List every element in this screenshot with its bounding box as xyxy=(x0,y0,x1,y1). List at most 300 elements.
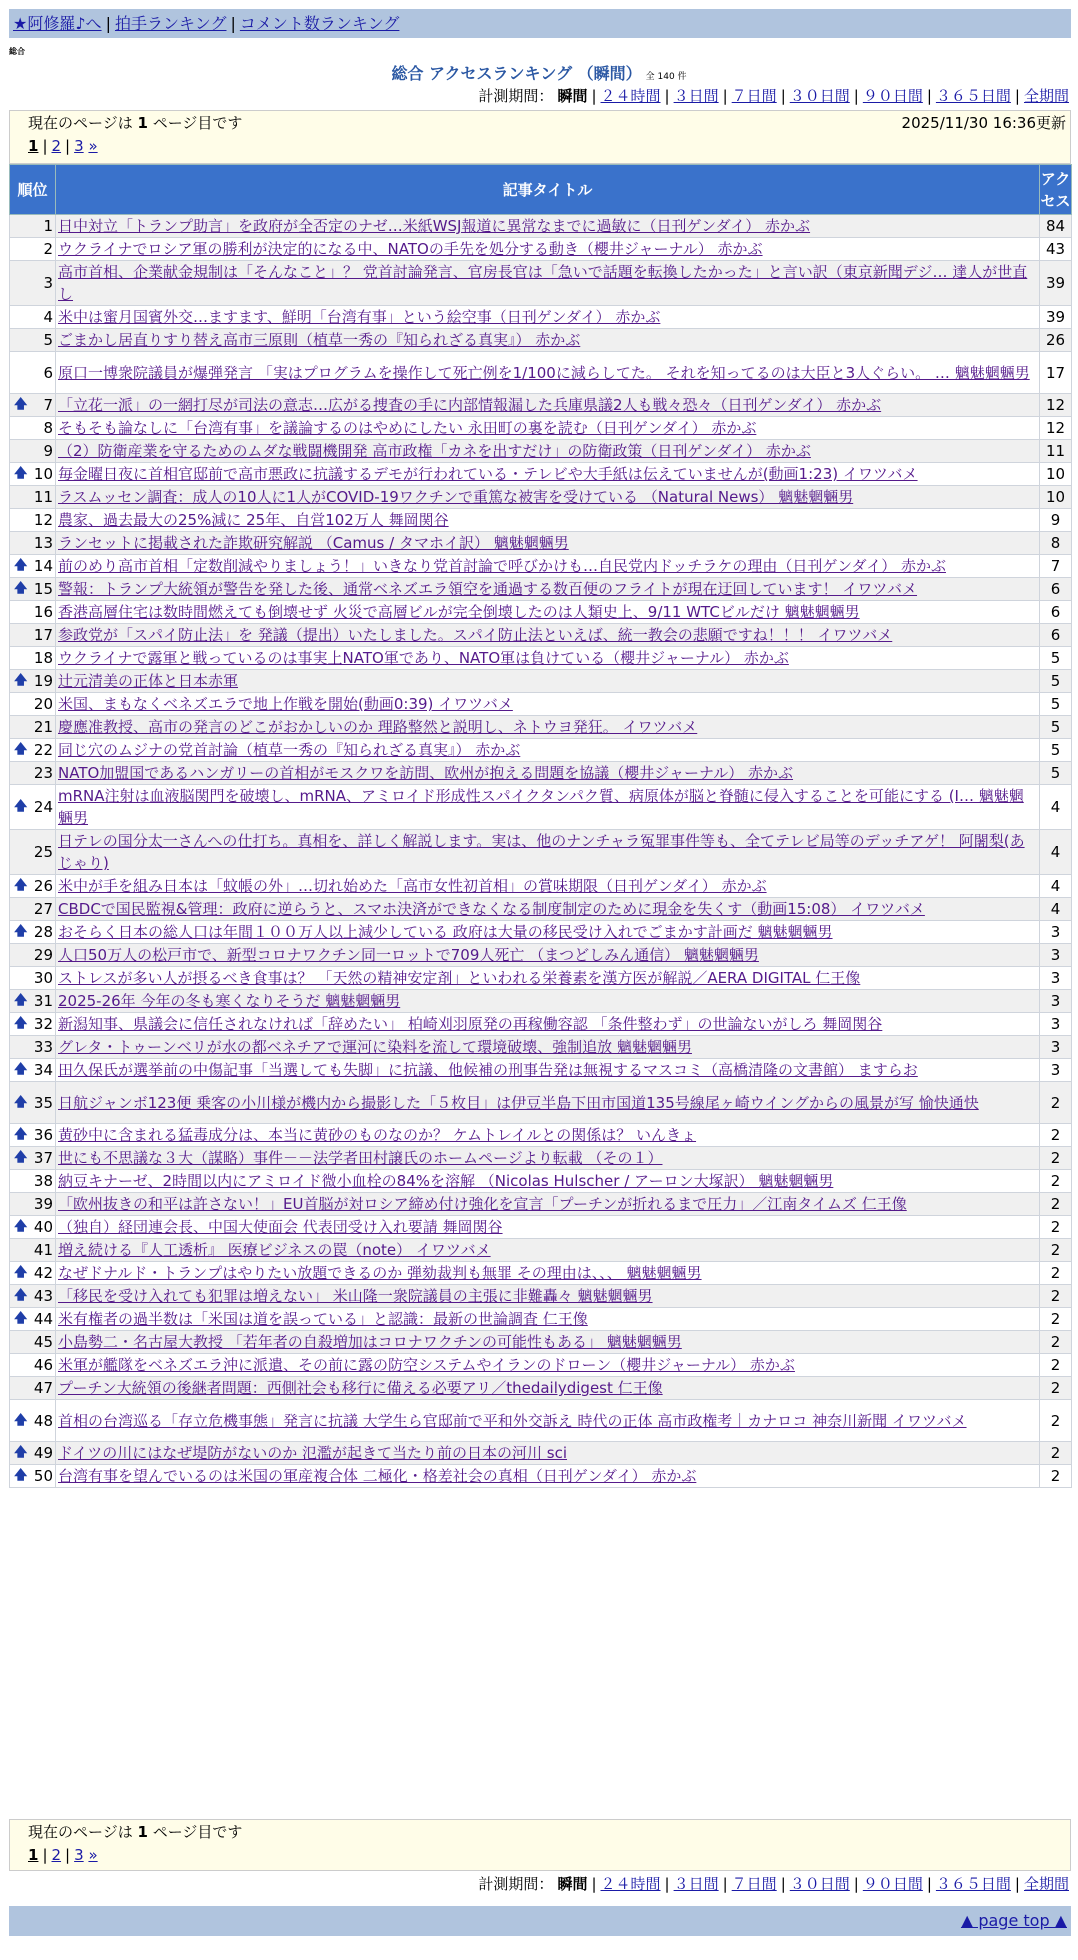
page-status xyxy=(28,113,242,133)
access-count: 12 xyxy=(1040,417,1072,440)
article-link[interactable]: 日航ジャンボ123便 乗客の小川様が機内から撮影した「５枚目」は伊豆半島下田市国道135号線尾ヶ崎ウイングからの風景が写 愉快通快 xyxy=(58,1093,979,1112)
article-link[interactable]: そもそも論なしに「台湾有事」を議論するのはやめにしたい 永田町の裏を読む（日刊ゲンダイ） 赤かぶ xyxy=(58,419,757,437)
table-row xyxy=(10,238,1072,261)
rank-cell xyxy=(10,1262,56,1285)
article-link[interactable]: 2025-26年 今年の冬も寒くなりそうだ 魑魅魍魎男 xyxy=(58,992,401,1010)
article-link[interactable]: 世にも不思議な３大（謀略）事件－－法学者田村譲氏のホームページより転載 （その１） xyxy=(58,1149,663,1167)
article-link[interactable]: 毎金曜日夜に首相官邸前で高市悪政に抗議するデモが行われている・テレビや大手紙は伝えていませんが(動画1:23) イワツバメ xyxy=(58,465,918,483)
page-link[interactable]: 2 xyxy=(51,1846,62,1864)
access-count: 2 xyxy=(1040,1400,1072,1442)
rank-number: 48 xyxy=(33,1411,53,1430)
rank-cell xyxy=(10,762,56,785)
article-link[interactable]: mRNA注射は血液脳関門を破壊し、mRNA、アミロイド形成性スパイクタンパク質、病原体が脳と脊髄に侵入することを可能にする (I… 魑魅魍魎男 xyxy=(58,787,1024,827)
period-option-link[interactable]: ７日間 xyxy=(731,1875,777,1893)
period-separator: | xyxy=(780,1875,786,1893)
table-row xyxy=(10,1059,1072,1082)
article-link[interactable]: 「移民を受け入れても犯罪は増えない」 米山隆一衆院議員の主張に非難轟々 魑魅魍魎男 xyxy=(58,1287,653,1305)
article-link[interactable]: 高市首相、企業献金規制は「そんなこと」？ 党首討論発言、官房長官は「急いで話題を転換したかった」と言い訳（東京新聞デジ… 達人が世直し xyxy=(58,263,1028,303)
rank-cell xyxy=(10,670,56,693)
article-link[interactable]: 日テレの国分太一さんへの仕打ち。真相を、詳しく解説します。実は、他のナンチャラ冤罪事件等も、全てテレビ局等のデッチアゲ！ 阿闍梨(あじゃり) xyxy=(58,832,1025,872)
rank-cell xyxy=(10,1331,56,1354)
title-wrap xyxy=(58,693,1037,715)
title-wrap xyxy=(58,394,1037,416)
period-option-link[interactable]: ７日間 xyxy=(731,87,777,105)
article-link[interactable]: 慶應准教授、高市の発言のどこがおかしいのか 理路整然と説明し、ネトウヨ発狂。 イワツバメ xyxy=(58,718,698,736)
access-count: 2 xyxy=(1040,1239,1072,1262)
page-status-prefix: 現在のページは xyxy=(28,114,133,132)
article-link[interactable]: 人口50万人の松戸市で、新型コロナワクチン同一ロットで709人死亡 （まつどしみん通信） 魑魅魍魎男 xyxy=(58,946,759,964)
title-cell xyxy=(56,875,1040,898)
rank-number: 8 xyxy=(43,419,53,437)
title-cell xyxy=(56,624,1040,647)
period-option-link[interactable]: ３日間 xyxy=(673,1875,719,1893)
nav-separator: | xyxy=(230,14,236,33)
rank-number: 31 xyxy=(33,992,53,1010)
rank-number: 47 xyxy=(33,1379,53,1397)
rank-number: 26 xyxy=(33,877,53,895)
table-row xyxy=(10,601,1072,624)
page-top-link[interactable]: ▲ page top ▲ xyxy=(960,1911,1067,1930)
title-wrap xyxy=(58,898,1037,920)
table-row xyxy=(10,394,1072,417)
table-row xyxy=(10,647,1072,670)
rank-cell xyxy=(10,329,56,352)
article-link[interactable]: 原口一博衆院議員が爆弾発言 「実はプログラムを操作して死亡例を1/100に減らしてた。 それを知ってるのは大臣と3人ぐらい。 … 魑魅魍魎男 xyxy=(58,363,1030,382)
table-row xyxy=(10,329,1072,352)
table-row xyxy=(10,785,1072,830)
period-option-link[interactable]: ３６５日間 xyxy=(935,1875,1011,1893)
article-link[interactable]: 前のめり高市首相「定数削減やりましょう！」いきなり党首討論で呼びかけも…自民党内ドッチラケの理由（日刊ゲンダイ） 赤かぶ xyxy=(58,557,946,575)
article-link[interactable]: ランセットに掲載された詐欺研究解説 （Camus / タマホイ訳） 魑魅魍魎男 xyxy=(58,534,569,552)
page-link[interactable]: 3 xyxy=(74,137,84,155)
title-cell xyxy=(56,1082,1040,1124)
title-wrap xyxy=(58,1170,1037,1192)
title-cell xyxy=(56,670,1040,693)
table-row xyxy=(10,830,1072,875)
title-wrap xyxy=(58,921,1037,943)
rank-number: 38 xyxy=(33,1172,53,1190)
access-count: 5 xyxy=(1040,716,1072,739)
article-link[interactable]: 米中が手を組み日本は「蚊帳の外」…切れ始めた「高市女性初首相」の賞味期限（日刊ゲンダイ） 赤かぶ xyxy=(58,877,767,895)
table-row xyxy=(10,1442,1072,1465)
rank-number: 20 xyxy=(33,695,53,713)
title-wrap xyxy=(58,417,1037,439)
table-row xyxy=(10,1013,1072,1036)
access-count: 4 xyxy=(1040,830,1072,875)
article-link[interactable]: 米有権者の過半数は「米国は道を誤っている」と認識：最新の世論調査 仁王像 xyxy=(58,1310,588,1328)
title-cell xyxy=(56,1442,1040,1465)
rank-cell xyxy=(10,1036,56,1059)
article-link[interactable]: NATO加盟国であるハンガリーの首相がモスクワを訪問、欧州が抱える問題を協議（櫻井ジャーナル） 赤かぶ xyxy=(58,764,794,782)
title-cell xyxy=(56,440,1040,463)
article-link[interactable]: （2）防衛産業を守るためのムダな戦闘機開発 高市政権「カネを出すだけ」の防衛政策（日刊ゲンダイ） 赤かぶ xyxy=(58,442,811,460)
rank-cell xyxy=(10,1308,56,1331)
page-status-number: 1 xyxy=(137,114,148,132)
table-row xyxy=(10,1036,1072,1059)
up-arrow-icon: 🡅 xyxy=(14,1265,28,1280)
title-wrap xyxy=(58,1331,1037,1353)
comment-ranking-link[interactable]: コメント数ランキング xyxy=(239,14,400,33)
rank-number: 10 xyxy=(33,465,53,483)
title-cell xyxy=(56,532,1040,555)
rank-number: 24 xyxy=(33,798,53,816)
period-selector-top xyxy=(478,86,1069,106)
period-separator: | xyxy=(853,87,859,105)
rank-number: 42 xyxy=(33,1264,53,1282)
title-wrap xyxy=(58,362,1037,384)
up-arrow-icon: 🡅 xyxy=(14,1311,28,1326)
article-link[interactable]: ドイツの川にはなぜ堤防がないのか 氾濫が起きて当たり前の日本の河川 sci xyxy=(58,1444,568,1462)
title-cell xyxy=(56,1377,1040,1400)
article-link[interactable]: CBDCで国民監視&管理：政府に逆らうと、スマホ決済ができなくなる制度制定のために現金を失くす（動画15:08） イワツバメ xyxy=(58,900,925,918)
rank-cell xyxy=(10,532,56,555)
rank-number: 9 xyxy=(43,442,53,460)
article-link[interactable]: 参政党が「スパイ防止法」を 発議（提出）いたしました。スパイ防止法といえば、統一教会の悲願ですね！！！ イワツバメ xyxy=(58,626,893,644)
page-info-top xyxy=(9,110,1071,164)
table-row xyxy=(10,921,1072,944)
article-link[interactable]: ストレスが多い人が摂るべき食事は？ 「天然の精神安定剤」といわれる栄養素を漢方医が解説／AERA DIGITAL 仁王像 xyxy=(58,969,861,987)
title-cell xyxy=(56,762,1040,785)
title-cell xyxy=(56,1400,1040,1442)
rank-number: 33 xyxy=(33,1038,53,1056)
title-cell xyxy=(56,1059,1040,1082)
article-link[interactable]: 小島勢二・名古屋大教授 「若年者の自殺増加はコロナワクチンの可能性もある」 魑魅魍魎男 xyxy=(58,1333,682,1351)
table-row xyxy=(10,1377,1072,1400)
access-count: 39 xyxy=(1040,261,1072,306)
rank-number: 15 xyxy=(33,580,53,598)
rank-number: 17 xyxy=(33,626,53,644)
access-count: 7 xyxy=(1040,555,1072,578)
title-cell xyxy=(56,1465,1040,1488)
title-wrap xyxy=(58,1013,1037,1035)
article-link[interactable]: ラスムッセン調査：成人の10人に1人がCOVID-19ワクチンで重篤な被害を受けている （Natural News） 魑魅魍魎男 xyxy=(58,488,854,506)
title-wrap xyxy=(58,1124,1037,1146)
access-count: 2 xyxy=(1040,1465,1072,1488)
access-count: 5 xyxy=(1040,762,1072,785)
page-current-link[interactable]: 1 xyxy=(28,137,39,155)
rank-number: 25 xyxy=(33,843,53,861)
period-separator: | xyxy=(722,87,728,105)
article-link[interactable]: 台湾有事を望んでいるのは米国の軍産複合体 二極化・格差社会の真相（日刊ゲンダイ） 赤かぶ xyxy=(58,1467,697,1485)
table-row xyxy=(10,944,1072,967)
period-current: 瞬間 xyxy=(557,87,588,105)
home-link[interactable]: ★阿修羅♪へ xyxy=(13,14,102,33)
access-count: 2 xyxy=(1040,1308,1072,1331)
access-count: 3 xyxy=(1040,967,1072,990)
rank-number: 34 xyxy=(33,1061,53,1079)
rank-cell xyxy=(10,785,56,830)
title-cell xyxy=(56,394,1040,417)
rank-number: 43 xyxy=(33,1287,53,1305)
rank-cell xyxy=(10,898,56,921)
title-wrap xyxy=(58,762,1037,784)
access-count: 2 xyxy=(1040,1082,1072,1124)
access-count: 11 xyxy=(1040,440,1072,463)
article-link[interactable]: 農家、過去最大の25%減に 25年、自営102万人 舞岡関谷 xyxy=(58,511,449,529)
title-cell xyxy=(56,417,1040,440)
table-row xyxy=(10,716,1072,739)
up-arrow-icon: 🡅 xyxy=(14,1412,28,1428)
article-link[interactable]: 新潟知事、県議会に信任されなければ「辞めたい」 柏崎刈羽原発の再稼働容認 「条件整わず」の世論ないがしろ 舞岡関谷 xyxy=(58,1015,883,1033)
access-count: 26 xyxy=(1040,329,1072,352)
period-selector-bottom xyxy=(478,1874,1069,1894)
ranking-title: 総合 アクセスランキング （瞬間） xyxy=(391,64,642,83)
period-label: 計測期間： xyxy=(478,87,554,105)
title-wrap xyxy=(58,830,1037,874)
period-separator: | xyxy=(926,1875,932,1893)
table-row xyxy=(10,306,1072,329)
title-cell xyxy=(56,693,1040,716)
article-link[interactable]: 香港高層住宅は数時間燃えても倒壊せず 火災で高層ビルが完全倒壊したのは人類史上、9/11 WTCビルだけ 魑魅魍魎男 xyxy=(58,603,860,621)
up-arrow-icon: 🡅 xyxy=(14,742,28,757)
table-row xyxy=(10,1216,1072,1239)
rank-cell xyxy=(10,215,56,238)
title-wrap xyxy=(58,1308,1037,1330)
rank-cell xyxy=(10,739,56,762)
period-separator: | xyxy=(664,1875,670,1893)
article-link[interactable]: 納豆キナーゼ、2時間以内にアミロイド微小血栓の84%を溶解 （Nicolas Hulscher / アーロン大塚訳） 魑魅魍魎男 xyxy=(58,1172,834,1190)
access-count: 3 xyxy=(1040,1013,1072,1036)
table-row xyxy=(10,1193,1072,1216)
period-current: 瞬間 xyxy=(557,1875,588,1893)
rank-cell xyxy=(10,1216,56,1239)
access-count: 3 xyxy=(1040,944,1072,967)
title-cell xyxy=(56,1036,1040,1059)
ranking-table-body xyxy=(10,215,1072,1488)
rank-number: 12 xyxy=(33,511,53,529)
article-link[interactable]: 首相の台湾巡る「存立危機事態」発言に抗議 大学生ら官邸前で平和外交訴え 時代の正体 高市政権考｜カナロコ 神奈川新聞 イワツバメ xyxy=(58,1411,967,1430)
article-link[interactable]: ウクライナで露軍と戦っているのは事実上NATO軍であり、NATO軍は負けている（櫻井ジャーナル） 赤かぶ xyxy=(58,649,789,667)
period-option-link[interactable]: ３６５日間 xyxy=(935,87,1011,105)
title-wrap xyxy=(58,238,1037,260)
rank-number: 21 xyxy=(33,718,53,736)
access-count: 5 xyxy=(1040,693,1072,716)
table-row xyxy=(10,898,1072,921)
title-cell xyxy=(56,1285,1040,1308)
access-count: 6 xyxy=(1040,624,1072,647)
top-nav-bar xyxy=(9,9,1071,38)
rank-cell xyxy=(10,1285,56,1308)
article-link[interactable]: 増え続ける『人工透析』 医療ビジネスの罠（note） イワツバメ xyxy=(58,1241,491,1259)
up-arrow-icon: 🡅 xyxy=(14,1062,28,1077)
access-header: アクセス xyxy=(1040,165,1072,215)
updated-time: 2025/11/30 16:36更新 xyxy=(901,114,1066,132)
title-cell xyxy=(56,509,1040,532)
rank-number: 50 xyxy=(33,1467,53,1485)
access-count: 3 xyxy=(1040,1059,1072,1082)
title-cell xyxy=(56,944,1040,967)
rank-cell xyxy=(10,394,56,417)
period-option-link[interactable]: ３日間 xyxy=(673,87,719,105)
title-wrap xyxy=(58,1059,1037,1081)
table-row xyxy=(10,693,1072,716)
rank-number: 27 xyxy=(33,900,53,918)
article-link[interactable]: 辻元清美の正体と日本赤軍 xyxy=(58,672,239,690)
article-link[interactable]: プーチン大統領の後継者問題：西側社会も移行に備える必要アリ／thedailydigest 仁王像 xyxy=(58,1379,663,1397)
article-link[interactable]: 米中は蜜月国賓外交…ますます、鮮明「台湾有事」という絵空事（日刊ゲンダイ） 赤かぶ xyxy=(58,308,661,326)
pagination xyxy=(28,1845,98,1865)
up-arrow-icon: 🡅 xyxy=(14,993,28,1008)
page-link[interactable]: 3 xyxy=(74,1846,84,1864)
up-arrow-icon: 🡅 xyxy=(14,558,28,573)
title-wrap xyxy=(58,261,1037,305)
rank-number: 46 xyxy=(33,1356,53,1374)
ranking-total: 全 140 件 xyxy=(645,72,687,82)
access-count: 3 xyxy=(1040,990,1072,1013)
rank-cell xyxy=(10,1193,56,1216)
title-cell xyxy=(56,921,1040,944)
rank-cell xyxy=(10,1013,56,1036)
page-separator: | xyxy=(42,1846,48,1864)
rank-cell xyxy=(10,463,56,486)
clap-ranking-link[interactable]: 拍手ランキング xyxy=(114,14,227,33)
title-wrap xyxy=(58,990,1037,1012)
table-row xyxy=(10,486,1072,509)
title-cell xyxy=(56,555,1040,578)
access-count: 2 xyxy=(1040,1442,1072,1465)
access-count: 4 xyxy=(1040,898,1072,921)
title-wrap xyxy=(58,647,1037,669)
period-label: 計測期間： xyxy=(478,1875,554,1893)
period-option-link[interactable]: ３０日間 xyxy=(789,1875,850,1893)
period-option-link[interactable]: ２４時間 xyxy=(600,87,661,105)
title-wrap xyxy=(58,785,1037,829)
access-count: 3 xyxy=(1040,921,1072,944)
title-wrap xyxy=(58,1262,1037,1284)
up-arrow-icon: 🡅 xyxy=(14,924,28,939)
rank-cell xyxy=(10,1124,56,1147)
access-count: 2 xyxy=(1040,1331,1072,1354)
rank-number: 23 xyxy=(33,764,53,782)
title-wrap xyxy=(58,1410,1037,1432)
period-separator: | xyxy=(591,87,597,105)
article-link[interactable]: 田久保氏が選挙前の中傷記事「当選しても失脚」に抗議、他候補の刑事告発は無視するマスコミ（高橋清隆の文書館） ますらお xyxy=(58,1061,918,1079)
period-separator: | xyxy=(1014,87,1020,105)
rank-number: 3 xyxy=(43,274,53,292)
rank-number: 39 xyxy=(33,1195,53,1213)
rank-cell xyxy=(10,921,56,944)
title-wrap xyxy=(58,1147,1037,1169)
article-link[interactable]: 「立花一派」の一網打尽が司法の意志…広がる捜査の手に内部情報漏した兵庫県議2人も戦々恐々（日刊ゲンダイ） 赤かぶ xyxy=(58,396,882,414)
article-link[interactable]: 米国、まもなくベネズエラで地上作戦を開始(動画0:39) イワツバメ xyxy=(58,695,513,713)
title-wrap xyxy=(58,306,1037,328)
nav-separator: | xyxy=(105,14,111,33)
up-arrow-icon: 🡅 xyxy=(14,466,28,481)
rank-number: 44 xyxy=(33,1310,53,1328)
rank-number: 5 xyxy=(43,331,53,349)
rank-number: 29 xyxy=(33,946,53,964)
rank-number: 14 xyxy=(33,557,53,575)
table-row xyxy=(10,509,1072,532)
title-wrap xyxy=(58,1354,1037,1376)
period-option-link[interactable]: ３０日間 xyxy=(789,87,850,105)
article-link[interactable]: 「欧州抜きの和平は許さない！」EU首脳が対ロシア締め付け強化を宣言「プーチンが折れるまで圧力」／江南タイムズ 仁王像 xyxy=(58,1195,907,1213)
page-current-link[interactable]: 1 xyxy=(28,1846,39,1864)
title-cell xyxy=(56,830,1040,875)
period-option-link[interactable]: 全期間 xyxy=(1023,87,1069,105)
article-link[interactable]: 同じ穴のムジナの党首討論（植草一秀の『知られざる真実』） 赤かぶ xyxy=(58,741,521,759)
title-wrap xyxy=(58,739,1037,761)
article-link[interactable]: ごまかし居直りすり替え高市三原則（植草一秀の『知られざる真実』） 赤かぶ xyxy=(58,331,581,349)
period-separator: | xyxy=(1014,1875,1020,1893)
title-wrap xyxy=(58,944,1037,966)
title-wrap xyxy=(58,532,1037,554)
rank-cell xyxy=(10,440,56,463)
rank-cell xyxy=(10,1354,56,1377)
period-option-link[interactable]: 全期間 xyxy=(1023,1875,1069,1893)
article-link[interactable]: 日中対立「トランプ助言」を政府が全否定のナゼ…米紙WSJ報道に異常なまでに過敏に（日刊ゲンダイ） 赤かぶ xyxy=(58,217,811,235)
title-wrap xyxy=(58,509,1037,531)
title-cell xyxy=(56,716,1040,739)
article-link[interactable]: 警報：トランプ大統領が警告を発した後、通常ベネズエラ領空を通過する数百便のフライトが現在迂回しています！ イワツバメ xyxy=(58,580,918,598)
article-link[interactable]: （独自）経団連会長、中国大使面会 代表団受け入れ要請 舞岡関谷 xyxy=(58,1218,503,1236)
title-cell xyxy=(56,1308,1040,1331)
rank-cell xyxy=(10,1239,56,1262)
up-arrow-icon: 🡅 xyxy=(14,1288,28,1303)
table-row xyxy=(10,670,1072,693)
next-page-link[interactable]: » xyxy=(88,137,98,155)
table-row xyxy=(10,967,1072,990)
title-wrap xyxy=(58,555,1037,577)
article-link[interactable]: おそらく日本の総人口は年間１００万人以上減少している 政府は大量の移民受け入れでごまかす計画だ 魑魅魍魎男 xyxy=(58,923,833,941)
up-arrow-icon: 🡅 xyxy=(14,581,28,596)
title-cell xyxy=(56,1124,1040,1147)
table-row xyxy=(10,739,1072,762)
title-wrap xyxy=(58,1193,1037,1215)
period-separator: | xyxy=(722,1875,728,1893)
rank-cell xyxy=(10,1170,56,1193)
access-count: 4 xyxy=(1040,785,1072,830)
article-link[interactable]: なぜドナルド・トランプはやりたい放題できるのか 弾劾裁判も無罪 その理由は、、、 魑魅魍魎男 xyxy=(58,1264,702,1282)
title-cell xyxy=(56,578,1040,601)
title-wrap xyxy=(58,716,1037,738)
article-link[interactable]: グレタ・トゥーンベリが水の都ベネチアで運河に染料を流して環境破壊、強制追放 魑魅魍魎男 xyxy=(58,1038,692,1056)
rank-number: 41 xyxy=(33,1241,53,1259)
table-row xyxy=(10,352,1072,394)
title-wrap xyxy=(58,1377,1037,1399)
rank-number: 7 xyxy=(43,396,53,414)
period-option-link[interactable]: ９０日間 xyxy=(862,87,923,105)
article-link[interactable]: 黄砂中に含まれる猛毒成分は、本当に黄砂のものなのか？ ケムトレイルとの関係は？ いんきょ xyxy=(58,1126,697,1144)
title-cell xyxy=(56,1239,1040,1262)
rank-cell xyxy=(10,578,56,601)
period-option-link[interactable]: ９０日間 xyxy=(862,1875,923,1893)
rank-number: 35 xyxy=(33,1093,53,1112)
article-link[interactable]: ウクライナでロシア軍の勝利が決定的になる中、NATOの手先を処分する動き（櫻井ジャーナル） 赤かぶ xyxy=(58,240,763,258)
table-row xyxy=(10,1400,1072,1442)
article-link[interactable]: 米軍が艦隊をベネズエラ沖に派遣、その前に露の防空システムやイランのドローン（櫻井ジャーナル） 赤かぶ xyxy=(58,1356,795,1374)
table-row xyxy=(10,1465,1072,1488)
access-count: 39 xyxy=(1040,306,1072,329)
rank-cell xyxy=(10,1059,56,1082)
up-arrow-icon: 🡅 xyxy=(14,1445,28,1460)
rank-cell xyxy=(10,647,56,670)
page-separator: | xyxy=(42,137,48,155)
title-wrap xyxy=(58,1465,1037,1487)
period-option-link[interactable]: ２４時間 xyxy=(600,1875,661,1893)
rank-cell xyxy=(10,1147,56,1170)
rank-cell xyxy=(10,352,56,394)
next-page-link[interactable]: » xyxy=(88,1846,98,1864)
page-link[interactable]: 2 xyxy=(51,137,62,155)
rank-cell xyxy=(10,555,56,578)
access-count: 5 xyxy=(1040,647,1072,670)
access-count: 10 xyxy=(1040,463,1072,486)
rank-number: 32 xyxy=(33,1015,53,1033)
table-row xyxy=(10,1285,1072,1308)
title-wrap xyxy=(58,486,1037,508)
table-row xyxy=(10,990,1072,1013)
